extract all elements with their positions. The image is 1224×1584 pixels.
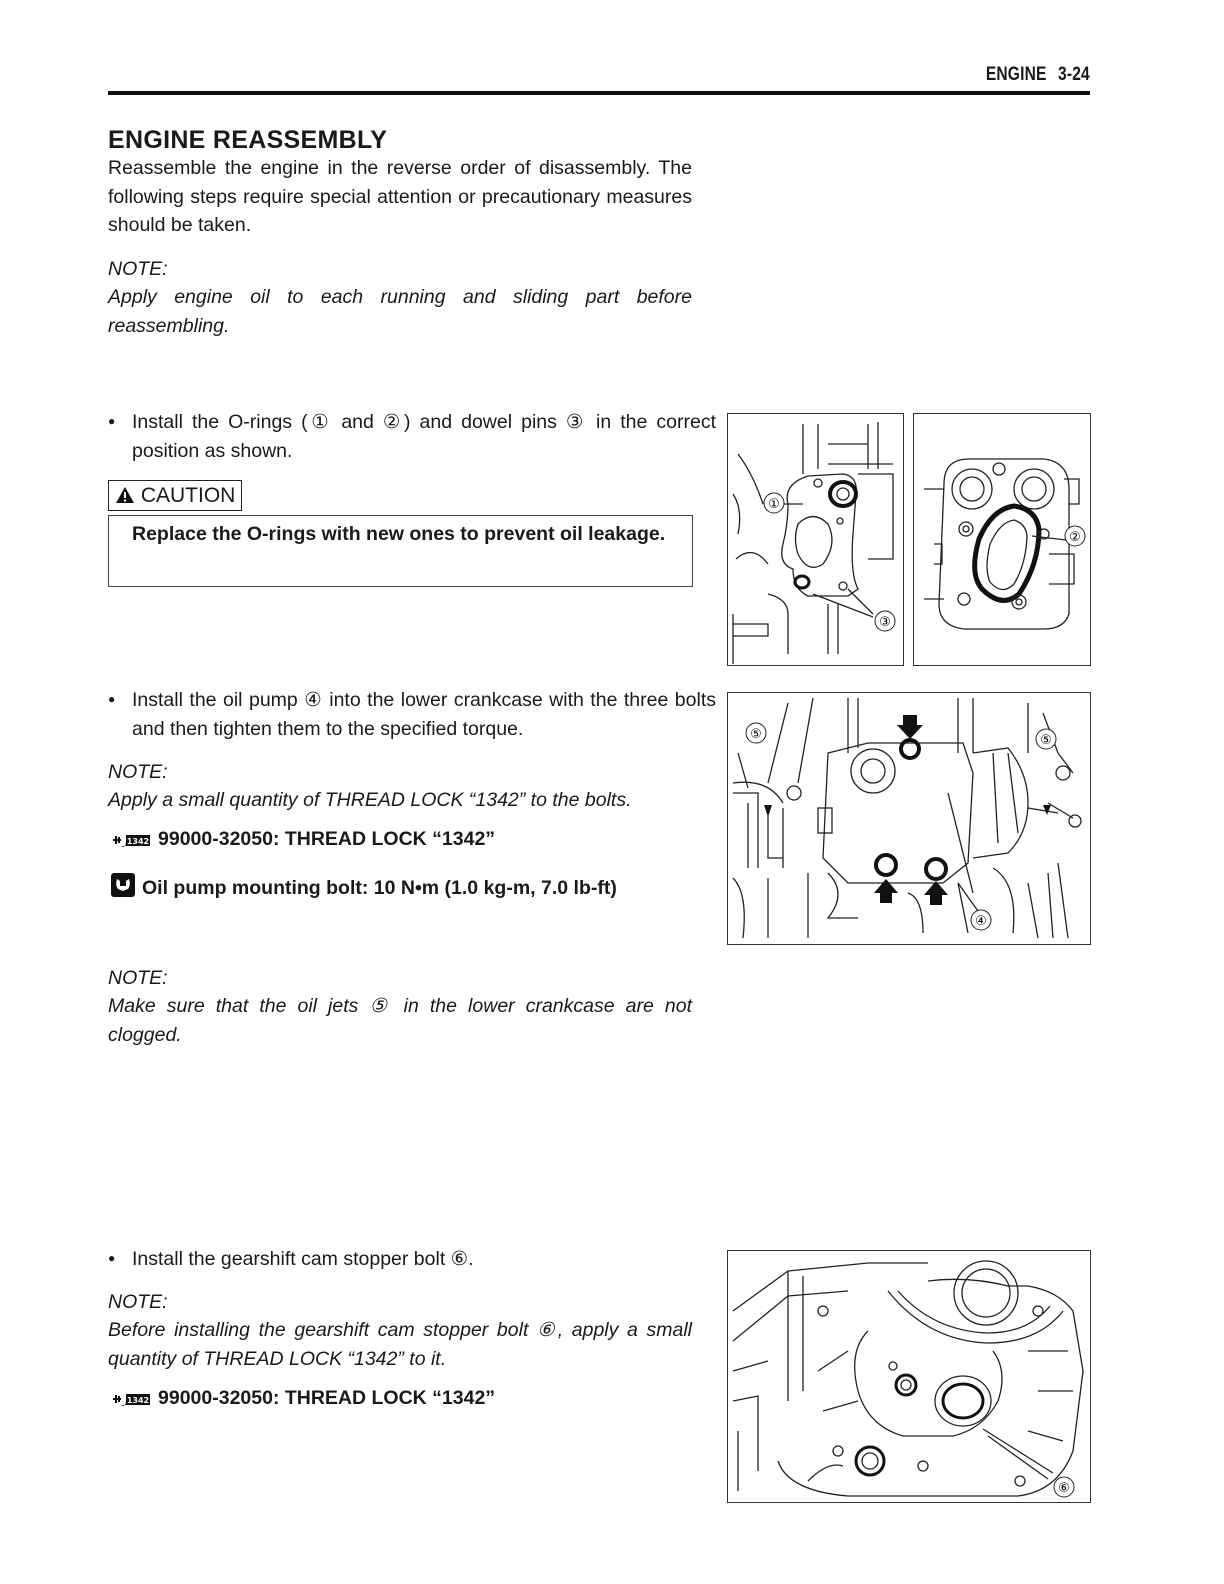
step1-text-a: Install the O-rings ( (132, 411, 308, 433)
fig2-label-2: ② (1069, 530, 1081, 545)
page-header (974, 64, 1090, 86)
header-section: ENGINE (985, 64, 1047, 85)
thread-lock-text-2: 99000-32050: THREAD LOCK “1342” (158, 1387, 496, 1409)
thread-lock-spec-1 (112, 828, 495, 851)
thread-lock-icon (112, 829, 152, 849)
caution-label (108, 480, 242, 511)
note4-text-a: Before installing the gearshift cam stopper bolt (108, 1319, 537, 1341)
note1-text: Apply engine oil to each running and sliding part before reassembling. (108, 286, 692, 337)
ref-4: ④ (304, 689, 323, 711)
figure-o-rings (727, 413, 904, 666)
ref-2: ② (382, 411, 405, 433)
step3-bullet (108, 1244, 716, 1274)
step1-text-c: in the correct position as shown. (132, 411, 717, 462)
warning-triangle-icon (115, 486, 135, 504)
note1-label: NOTE: (108, 258, 168, 280)
thread-lock-text-1: 99000-32050: THREAD LOCK “1342” (158, 828, 496, 850)
note3-text-a: Make sure that the oil jets (108, 995, 370, 1017)
step2-text-b: into the lower crankcase with the three bolts and then tighten them to the specified torque. (132, 689, 716, 740)
ref-6: ⑥ (450, 1248, 469, 1270)
note3-text-b: in the lower crankcase are not clogged. (108, 995, 692, 1046)
step2-text-a: Install the oil pump (132, 689, 305, 711)
note3-label: NOTE: (108, 967, 168, 989)
step1-bullet (108, 407, 716, 465)
fig3-label-4: ④ (975, 914, 987, 929)
figure-gearshift-stopper (727, 1250, 1091, 1503)
ref-6b: ⑥ (537, 1319, 558, 1341)
note2-label: NOTE: (108, 761, 168, 783)
header-page-number: 3-24 (1058, 64, 1090, 85)
note4-text-b: , apply a small quantity of THREAD LOCK “1342” to it. (108, 1319, 692, 1370)
intro-paragraph: Reassemble the engine in the reverse order of disassembly. The following steps require special attention or precautionary measures should be taken. (108, 157, 692, 236)
figure-o-rings-drawing (728, 414, 903, 665)
figure-o-ring-pump-drawing (914, 414, 1090, 665)
fig1-label-1: ① (768, 497, 780, 512)
header-rule (108, 91, 1090, 95)
figure-oil-pump (727, 692, 1091, 945)
note2-text: Apply a small quantity of THREAD LOCK “1342” to the bolts. (108, 789, 632, 811)
thread-lock-icon (112, 1388, 152, 1408)
note4-text (108, 1316, 692, 1373)
ref-5: ⑤ (369, 995, 393, 1017)
note3-text (108, 992, 692, 1049)
fig4-label-6: ⑥ (1058, 1481, 1070, 1496)
step1-text-b: ) and dowel pins (404, 411, 566, 433)
step2-bullet (108, 685, 716, 743)
torque-spec (110, 872, 617, 900)
thread-lock-icon-text-2: 1342 (126, 1396, 150, 1405)
step3-text-a: Install the gearshift cam stopper bolt (132, 1248, 451, 1270)
figure-o-ring-pump (913, 413, 1091, 666)
ref-1: ① (307, 411, 333, 433)
page-title: ENGINE REASSEMBLY (108, 126, 388, 154)
note4-label: NOTE: (108, 1291, 168, 1313)
step3-text-b: . (468, 1248, 474, 1270)
figure-oil-pump-drawing (728, 693, 1090, 944)
caution-text: Replace the O-rings with new ones to prevent oil leakage. (132, 523, 666, 545)
torque-wrench-icon (110, 872, 136, 898)
torque-text: Oil pump mounting bolt: 10 N•m (1.0 kg-m, 7.0 lb-ft) (142, 877, 617, 899)
fig3-label-5-right: ⑤ (1040, 733, 1052, 748)
fig1-label-3: ③ (879, 615, 891, 630)
caution-label-text: CAUTION (140, 484, 236, 507)
thread-lock-spec-2 (112, 1387, 495, 1410)
caution-box (108, 515, 693, 587)
ref-3: ③ (565, 411, 588, 433)
figure-gearshift-stopper-drawing (728, 1251, 1090, 1502)
thread-lock-icon-text: 1342 (126, 837, 150, 846)
step1-and: and (332, 411, 383, 433)
fig3-label-5-left: ⑤ (750, 727, 762, 742)
